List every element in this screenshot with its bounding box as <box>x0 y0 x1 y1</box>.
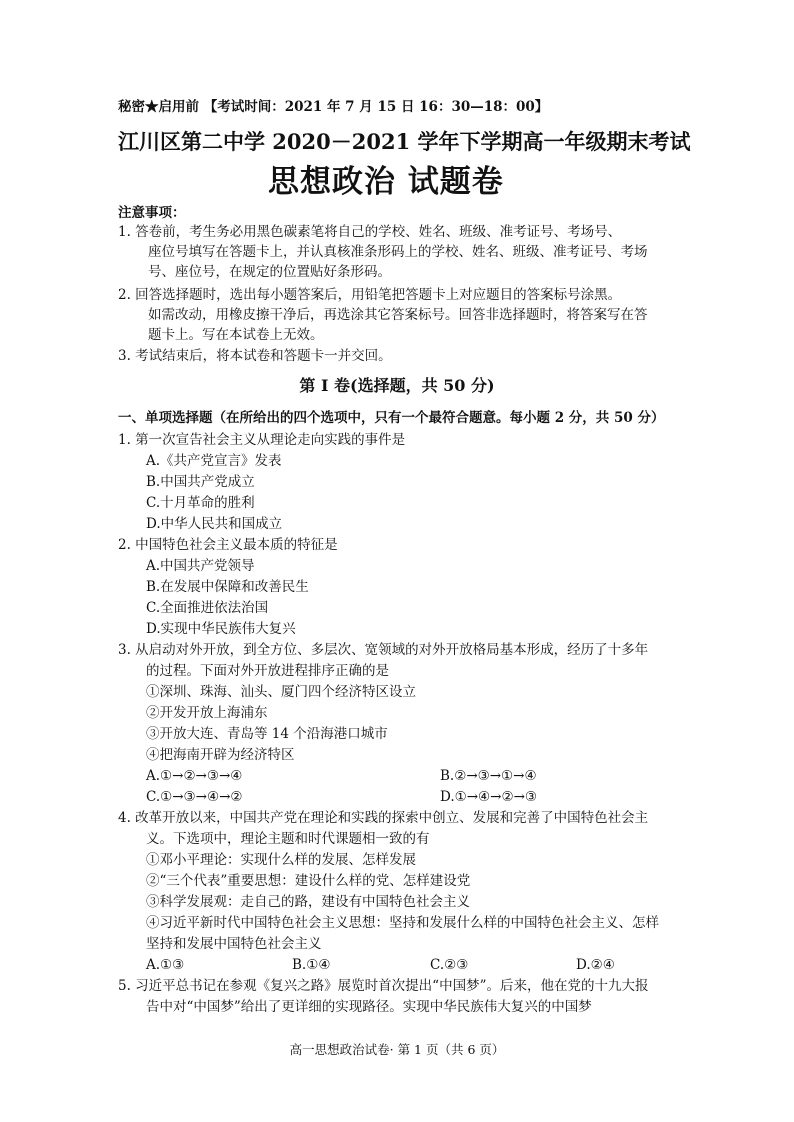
notice-line: 如需改动，用橡皮擦干净后，再选涂其它答案标号。回答非选择题时，将答案写在答 <box>148 307 648 323</box>
question-2-stem: 2. 中国特色社会主义最本质的特征是 <box>118 537 338 553</box>
question-4-stem: 4. 改革开放以来，中国共产党在理论和实践的探索中创立、发展和完善了中国特色社会主 <box>118 810 649 826</box>
notice-line: 2. 回答选择题时，选出每小题答案后，用铅笔把答题卡上对应题目的答案标号涂黑。 <box>118 287 622 303</box>
question-4-item-4: ④习近平新时代中国特色社会主义思想：坚持和发展什么样的中国特色社会主义、怎样 <box>146 915 659 931</box>
question-3-option-c: C.①→③→④→② <box>146 789 243 805</box>
question-4-option-d: D.②④ <box>576 957 615 973</box>
question-1-option-d: D.中华人民共和国成立 <box>146 516 283 532</box>
question-2-option-a: A.中国共产党领导 <box>146 558 255 574</box>
question-3-item-4: ④把海南开辟为经济特区 <box>146 747 295 763</box>
question-3-option-d: D.①→④→②→③ <box>440 789 537 805</box>
school-exam-title: 江川区第二中学 2020－2021 学年下学期高一年级期末考试 <box>118 129 691 154</box>
question-2-option-b: B.在发展中保障和改善民生 <box>146 579 309 595</box>
part-title: 一、单项选择题（在所给出的四个选项中，只有一个最符合题意。每小题 2 分，共 50 分） <box>118 410 665 426</box>
question-3-stem: 3. 从启动对外开放，到全方位、多层次、宽领域的对外开放格局基本形成，经历了十多年 <box>118 642 649 658</box>
page-footer: 高一思想政治试卷· 第 1 页（共 6 页） <box>289 1042 505 1057</box>
question-3-option-b: B.②→③→①→④ <box>440 768 537 784</box>
question-4-option-b: B.①④ <box>292 957 331 973</box>
question-4-item-2: ②“三个代表”重要思想：建设什么样的党、怎样建设党 <box>146 873 471 889</box>
question-2-option-c: C.全面推进依法治国 <box>146 600 269 616</box>
question-2-option-d: D.实现中华民族伟大复兴 <box>146 621 296 637</box>
question-5-stem: 5. 习近平总书记在参观《复兴之路》展览时首次提出“中国梦”。后来，他在党的十九大报 <box>118 978 649 994</box>
notice-line: 3. 考试结束后，将本试卷和答题卡一并交回。 <box>118 348 392 364</box>
question-4-item-1: ①邓小平理论：实现什么样的发展、怎样发展 <box>146 852 416 868</box>
notice-line: 1. 答卷前，考生务必用黑色碳素笔将自己的学校、姓名、班级、准考证号、考场号、 <box>118 224 622 240</box>
question-3-item-1: ①深圳、珠海、汕头、厦门四个经济特区设立 <box>146 684 416 700</box>
question-4-option-c: C.②③ <box>430 957 469 973</box>
question-1-option-c: C.十月革命的胜利 <box>146 495 255 511</box>
question-3-item-3: ③开放大连、青岛等 14 个沿海港口城市 <box>146 726 388 742</box>
question-5-stem-cont: 告中对“中国梦”给出了更详细的实现路径。实现中华民族伟大复兴的中国梦 <box>146 999 592 1015</box>
subject-title: 思想政治 试题卷 <box>268 164 504 200</box>
notice-line: 号、座位号，在规定的位置贴好条形码。 <box>148 264 391 280</box>
notice-title: 注意事项： <box>118 205 186 221</box>
question-4-option-a: A.①③ <box>146 957 185 973</box>
confidential-header: 秘密★启用前 【考试时间：2021 年 7 月 15 日 16：30—18：00】 <box>118 99 549 115</box>
question-3-item-2: ②开发开放上海浦东 <box>146 705 268 721</box>
question-4-item-4-cont: 坚持和发展中国特色社会主义 <box>146 936 322 952</box>
question-1-stem: 1. 第一次宣告社会主义从理论走向实践的事件是 <box>118 432 406 448</box>
question-1-option-a: A.《共产党宣言》发表 <box>146 453 282 469</box>
question-3-option-a: A.①→②→③→④ <box>146 768 243 784</box>
notice-line: 座位号填写在答题卡上，并认真核准条形码上的学校、姓名、班级、准考证号、考场 <box>148 244 648 260</box>
section-title: 第 I 卷(选择题，共 50 分) <box>299 376 495 395</box>
question-4-stem-cont: 义。下选项中，理论主题和时代课题相一致的有 <box>146 831 430 847</box>
question-1-option-b: B.中国共产党成立 <box>146 474 255 490</box>
question-3-stem-cont: 的过程。下面对外开放进程排序正确的是 <box>146 663 389 679</box>
notice-line: 题卡上。写在本试卷上无效。 <box>148 327 324 343</box>
question-4-item-3: ③科学发展观：走自己的路，建设有中国特色社会主义 <box>146 894 470 910</box>
